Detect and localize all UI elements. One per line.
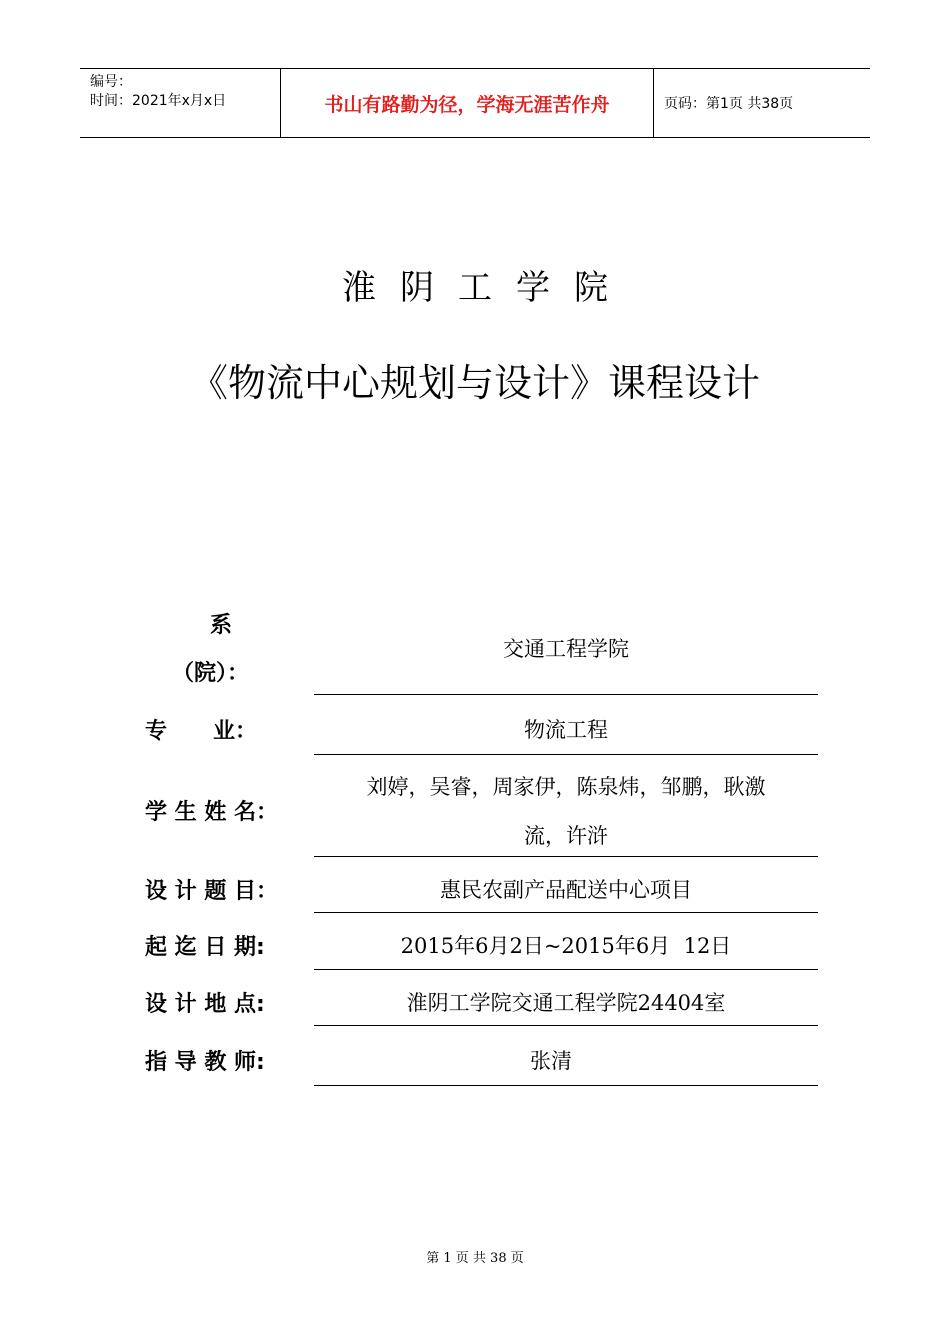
page-footer: 第 1 页 共 38 页 [426, 1251, 524, 1266]
topic-underline [314, 912, 818, 913]
course-title: 《物流中心规划与设计》课程设计 [189, 361, 760, 405]
header-page-info: 页码：第1页 共38页 [664, 96, 794, 112]
time-label: 时间：2021年x月x日 [90, 93, 227, 109]
place-value: 淮阴工学院交通工程学院24404室 [406, 991, 726, 1015]
place-underline [314, 1025, 818, 1026]
dates-label: 起 迄 日 期: [145, 935, 265, 960]
page-header [80, 68, 870, 138]
students-line1: 刘婷，吴睿，周家伊，陈泉炜，邹鹏，耿激 [366, 775, 766, 799]
dept-label-line1: 系 [210, 613, 233, 638]
dates-value: 2015年6月2日~2015年6月 12日 [400, 934, 732, 958]
students-line2: 流，许浒 [524, 824, 608, 848]
dept-underline [314, 694, 818, 695]
header-motto: 书山有路勤为径，学海无涯苦作舟 [281, 69, 654, 137]
dates-underline [314, 969, 818, 970]
place-label: 设 计 地 点: [145, 992, 265, 1017]
major-label: 专 业： [145, 719, 257, 744]
advisor-value: 张清 [530, 1049, 572, 1073]
advisor-underline [314, 1085, 818, 1086]
advisor-label: 指 导 教 师: [145, 1050, 265, 1075]
number-label: 编号： [90, 74, 132, 90]
topic-label: 设 计 题 目： [145, 879, 278, 904]
header-meta [80, 69, 281, 137]
dept-value: 交通工程学院 [503, 637, 629, 661]
school-title: 淮阴工学院 [342, 268, 632, 308]
dept-label-line2: （院）： [172, 661, 250, 686]
students-label: 学 生 姓 名： [145, 800, 278, 825]
topic-value: 惠民农副产品配送中心项目 [440, 878, 692, 902]
students-underline [314, 856, 818, 857]
major-underline [314, 754, 818, 755]
major-value: 物流工程 [524, 718, 608, 742]
